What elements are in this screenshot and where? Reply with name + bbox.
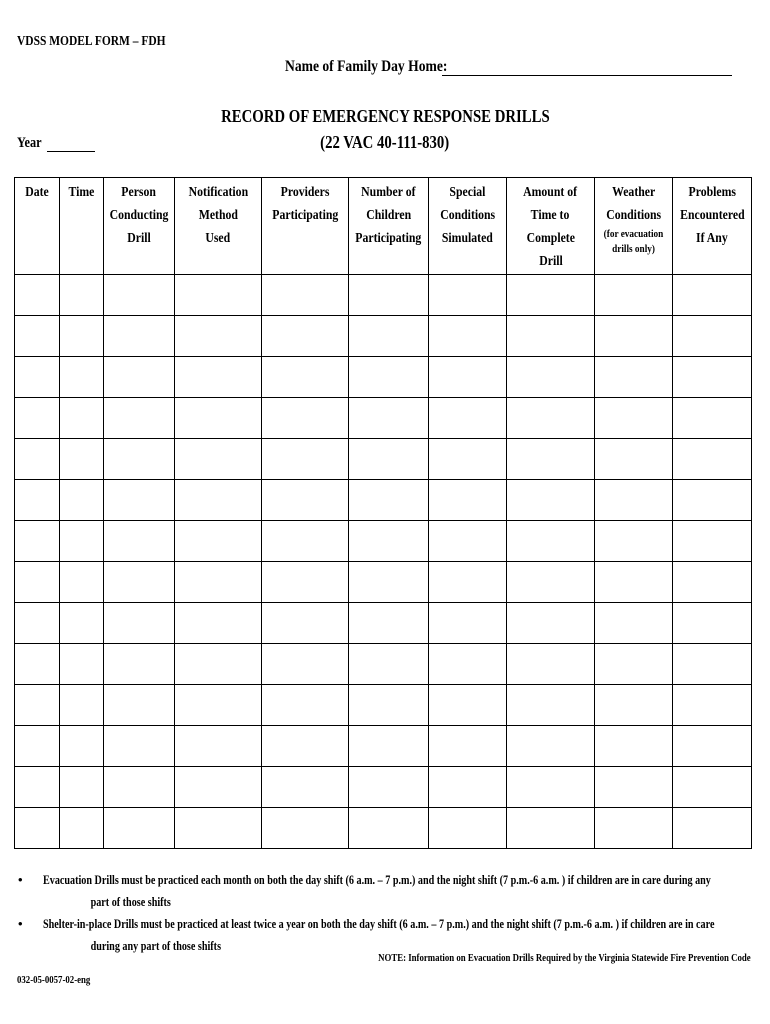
table-cell[interactable] (104, 439, 175, 480)
table-cell[interactable] (15, 439, 60, 480)
table-cell[interactable] (175, 562, 262, 603)
bullet-shelter-in-place (14, 913, 764, 957)
table-cell[interactable] (349, 767, 429, 808)
table-cell[interactable] (349, 275, 429, 316)
table-cell[interactable] (175, 357, 262, 398)
table-cell[interactable] (595, 603, 673, 644)
table-cell[interactable] (507, 603, 595, 644)
table-cell[interactable] (262, 398, 349, 439)
drill-requirements (14, 869, 764, 957)
table-cell[interactable] (507, 357, 595, 398)
table-cell[interactable] (507, 685, 595, 726)
table-cell[interactable] (429, 316, 507, 357)
table-cell[interactable] (262, 357, 349, 398)
table-cell[interactable] (673, 357, 752, 398)
table-cell[interactable] (507, 480, 595, 521)
table-cell[interactable] (60, 767, 104, 808)
table-cell[interactable] (349, 439, 429, 480)
year-field[interactable] (47, 151, 95, 152)
table-cell[interactable] (60, 398, 104, 439)
table-cell[interactable] (595, 398, 673, 439)
table-cell[interactable] (60, 521, 104, 562)
fire-code-note: NOTE: Information on Evacuation Drills Required by the Virginia Statewide Fire Prevention Code (378, 952, 751, 964)
table-cell[interactable] (673, 644, 752, 685)
table-cell[interactable] (262, 480, 349, 521)
family-day-home-label: Name of Family Day Home: (285, 58, 448, 75)
table-cell[interactable] (429, 808, 507, 849)
table-row (15, 316, 752, 357)
table-cell[interactable] (595, 439, 673, 480)
table-cell[interactable] (60, 808, 104, 849)
table-cell[interactable] (595, 275, 673, 316)
column-header: Time (60, 178, 104, 275)
table-row (15, 562, 752, 603)
table-cell[interactable] (104, 603, 175, 644)
drills-table (14, 177, 752, 849)
table-cell[interactable] (673, 316, 752, 357)
table-cell[interactable] (262, 439, 349, 480)
table-cell[interactable] (262, 808, 349, 849)
table-cell[interactable] (15, 480, 60, 521)
table-cell[interactable] (673, 439, 752, 480)
family-day-home-field[interactable] (442, 75, 732, 76)
table-cell[interactable] (60, 726, 104, 767)
table-cell[interactable] (349, 685, 429, 726)
table-cell[interactable] (60, 562, 104, 603)
table-cell[interactable] (104, 357, 175, 398)
table-cell[interactable] (175, 480, 262, 521)
table-cell[interactable] (349, 644, 429, 685)
table-cell[interactable] (175, 644, 262, 685)
table-cell[interactable] (104, 685, 175, 726)
table-row (15, 726, 752, 767)
table-cell[interactable] (104, 275, 175, 316)
table-cell[interactable] (673, 808, 752, 849)
table-cell[interactable] (175, 439, 262, 480)
bullet-text-cont: during any part of those shifts (90, 938, 222, 953)
table-cell[interactable] (175, 603, 262, 644)
table-row (15, 439, 752, 480)
table-cell[interactable] (104, 398, 175, 439)
year-label: Year (17, 135, 42, 151)
table-cell[interactable] (429, 603, 507, 644)
table-cell[interactable] (104, 726, 175, 767)
table-cell[interactable] (507, 644, 595, 685)
table-cell[interactable] (429, 521, 507, 562)
header-row (15, 178, 752, 275)
table-cell[interactable] (60, 357, 104, 398)
column-header: Person Conducting Drill (104, 178, 175, 275)
table-cell[interactable] (104, 644, 175, 685)
table-cell[interactable] (429, 726, 507, 767)
table-cell[interactable] (595, 685, 673, 726)
table-cell[interactable] (15, 808, 60, 849)
table-row (15, 685, 752, 726)
bullet-icon: • (18, 872, 23, 887)
table-cell[interactable] (15, 767, 60, 808)
table-cell[interactable] (349, 480, 429, 521)
table-cell[interactable] (349, 808, 429, 849)
table-cell[interactable] (429, 275, 507, 316)
table-cell[interactable] (262, 644, 349, 685)
table-cell[interactable] (262, 767, 349, 808)
table-cell[interactable] (673, 398, 752, 439)
table-cell[interactable] (507, 808, 595, 849)
table-cell[interactable] (429, 480, 507, 521)
table-cell[interactable] (507, 767, 595, 808)
table-cell[interactable] (60, 644, 104, 685)
table-cell[interactable] (104, 316, 175, 357)
table-cell[interactable] (15, 685, 60, 726)
table-cell[interactable] (15, 726, 60, 767)
form-id: VDSS MODEL FORM – FDH (17, 34, 166, 49)
bullet-text: Evacuation Drills must be practiced each month on both the day shift (6 a.m. – 7 p.m.) and the night shift (7 p.m.-6 a.m. ) if children are in care during any (43, 872, 711, 887)
table-cell[interactable] (15, 316, 60, 357)
table-cell[interactable] (429, 562, 507, 603)
table-row (15, 275, 752, 316)
table-cell[interactable] (60, 316, 104, 357)
table-cell[interactable] (349, 357, 429, 398)
bullet-text-cont: part of those shifts (90, 894, 171, 909)
table-cell[interactable] (429, 357, 507, 398)
table-cell[interactable] (595, 480, 673, 521)
table-cell[interactable] (60, 685, 104, 726)
table-cell[interactable] (429, 685, 507, 726)
table-cell[interactable] (595, 316, 673, 357)
table-cell[interactable] (507, 275, 595, 316)
table-cell[interactable] (673, 521, 752, 562)
table-cell[interactable] (104, 480, 175, 521)
table-cell[interactable] (595, 767, 673, 808)
table-cell[interactable] (60, 275, 104, 316)
table-cell[interactable] (673, 685, 752, 726)
bullet-icon: • (18, 916, 23, 931)
table-cell[interactable] (429, 644, 507, 685)
table-cell[interactable] (507, 439, 595, 480)
bullet-evacuation (14, 869, 764, 913)
column-header: Providers Participating (262, 178, 349, 275)
bullet-text: Shelter-in-place Drills must be practiced at least twice a year on both the day shift (6 a.m. – 7 p.m.) and the night shift (7 p.m.-6 a.m. ) if children are in care (43, 916, 715, 931)
table-row (15, 398, 752, 439)
table-row (15, 521, 752, 562)
table-cell[interactable] (104, 562, 175, 603)
table-cell[interactable] (175, 398, 262, 439)
column-header: Special Conditions Simulated (429, 178, 507, 275)
table-row (15, 644, 752, 685)
table-cell[interactable] (15, 398, 60, 439)
table-cell[interactable] (262, 275, 349, 316)
table-cell[interactable] (104, 808, 175, 849)
column-header: Problems Encountered If Any (673, 178, 752, 275)
table-cell[interactable] (507, 726, 595, 767)
table-cell[interactable] (507, 398, 595, 439)
table-cell[interactable] (262, 521, 349, 562)
table-cell[interactable] (595, 521, 673, 562)
table-cell[interactable] (175, 808, 262, 849)
table-cell[interactable] (349, 316, 429, 357)
table-cell[interactable] (104, 767, 175, 808)
table-row (15, 767, 752, 808)
column-header: Amount of Time to Complete Drill (507, 178, 595, 275)
table-cell[interactable] (175, 767, 262, 808)
column-header: Date (15, 178, 60, 275)
table-cell[interactable] (262, 726, 349, 767)
table-cell[interactable] (349, 726, 429, 767)
table-cell[interactable] (507, 316, 595, 357)
table-cell[interactable] (104, 521, 175, 562)
table-cell[interactable] (262, 562, 349, 603)
table-cell[interactable] (15, 521, 60, 562)
table-row (15, 480, 752, 521)
table-cell[interactable] (262, 603, 349, 644)
table-cell[interactable] (673, 603, 752, 644)
table-cell[interactable] (595, 357, 673, 398)
table-cell[interactable] (673, 767, 752, 808)
table-cell[interactable] (507, 562, 595, 603)
column-header: Weather Conditions (for evacuation drills only) (595, 178, 673, 275)
table-cell[interactable] (349, 562, 429, 603)
table-cell[interactable] (595, 726, 673, 767)
table-cell[interactable] (175, 521, 262, 562)
table-cell[interactable] (507, 521, 595, 562)
table-cell[interactable] (349, 398, 429, 439)
table-cell[interactable] (175, 685, 262, 726)
table-cell[interactable] (175, 726, 262, 767)
table-cell[interactable] (673, 726, 752, 767)
table-cell[interactable] (673, 562, 752, 603)
table-cell[interactable] (15, 357, 60, 398)
table-cell[interactable] (60, 603, 104, 644)
column-header: Notification Method Used (175, 178, 262, 275)
form-code: 032-05-0057-02-eng (17, 974, 91, 986)
table-row (15, 357, 752, 398)
table-cell[interactable] (15, 603, 60, 644)
table-row (15, 808, 752, 849)
table-cell[interactable] (673, 275, 752, 316)
table-cell[interactable] (60, 480, 104, 521)
table-row (15, 603, 752, 644)
table-cell[interactable] (15, 275, 60, 316)
table-cell[interactable] (175, 275, 262, 316)
table-cell[interactable] (15, 644, 60, 685)
table-cell[interactable] (429, 767, 507, 808)
table-cell[interactable] (595, 808, 673, 849)
table-cell[interactable] (262, 685, 349, 726)
form-title: RECORD OF EMERGENCY RESPONSE DRILLS (220, 106, 550, 126)
regulation-citation: (22 VAC 40-111-830) (320, 132, 450, 152)
table-cell[interactable] (595, 644, 673, 685)
column-header: Number of Children Participating (349, 178, 429, 275)
table-cell[interactable] (429, 398, 507, 439)
table-cell[interactable] (429, 439, 507, 480)
table-cell[interactable] (262, 316, 349, 357)
table-cell[interactable] (175, 316, 262, 357)
table-cell[interactable] (349, 603, 429, 644)
table-cell[interactable] (595, 562, 673, 603)
table-cell[interactable] (349, 521, 429, 562)
table-cell[interactable] (60, 439, 104, 480)
table-cell[interactable] (15, 562, 60, 603)
table-cell[interactable] (673, 480, 752, 521)
